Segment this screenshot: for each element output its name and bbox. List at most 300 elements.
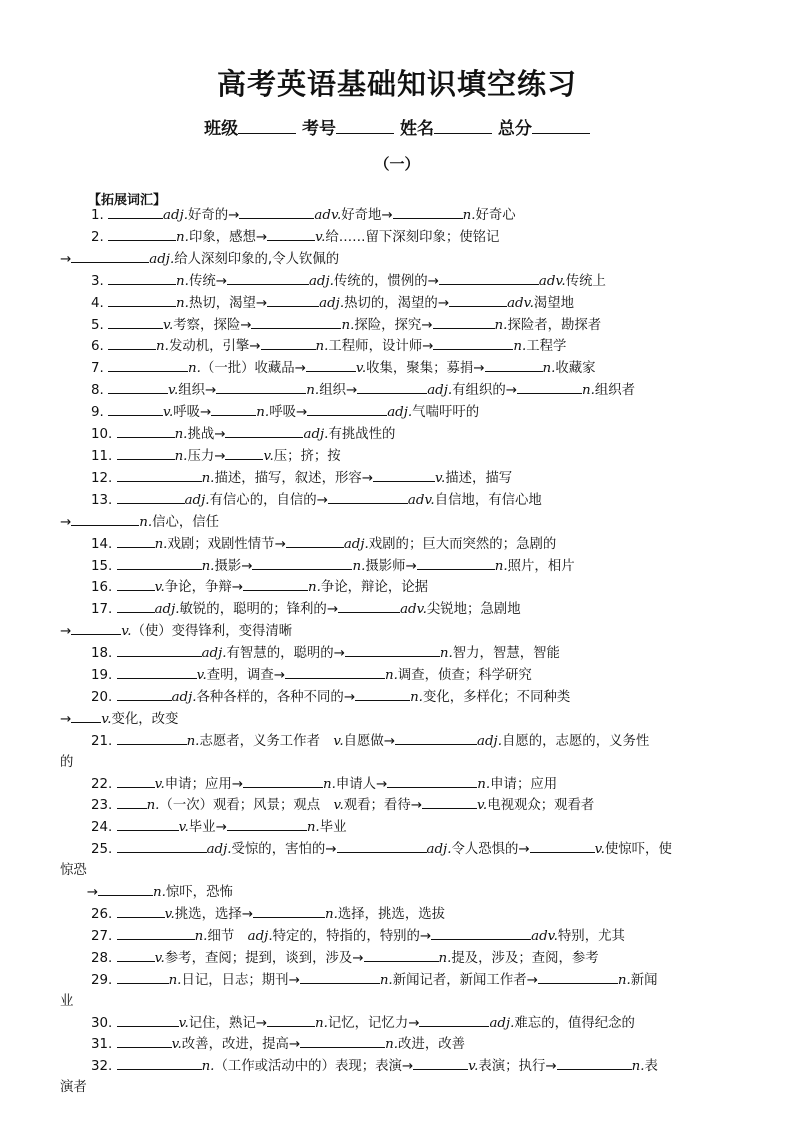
exercise-text: 挑选，选择→ xyxy=(174,907,253,922)
part-of-speech: v. xyxy=(163,405,174,421)
exercise-text: 29. xyxy=(91,972,117,988)
exercise-text: 27. xyxy=(91,928,117,944)
exercise-text: 新闻记者，新闻工作者→ xyxy=(392,972,538,988)
exercise-text: 特别，尤其 xyxy=(557,928,625,944)
exercise-text: 15. xyxy=(91,558,117,574)
answer-blank[interactable] xyxy=(216,380,306,394)
answer-blank[interactable] xyxy=(117,774,155,788)
part-of-speech: adj. xyxy=(184,492,210,508)
exercise-text: 有挑战性的 xyxy=(328,427,396,443)
answer-blank[interactable] xyxy=(117,817,179,831)
exercise-text: 给……留下深刻印象；使铭记 xyxy=(325,229,500,245)
part-of-speech: adj. xyxy=(343,536,369,552)
part-of-speech: adj. xyxy=(387,405,413,421)
exercise-item xyxy=(60,926,740,948)
part-of-speech: n. xyxy=(154,536,168,552)
exercise-item xyxy=(60,948,740,970)
exercise-text: 19. xyxy=(91,668,117,684)
answer-blank[interactable] xyxy=(117,643,202,657)
exercise-text: 记住，熟记→ xyxy=(188,1015,267,1031)
exercise-item xyxy=(60,577,740,599)
answer-blank[interactable] xyxy=(108,336,156,350)
part-of-speech: adj. xyxy=(201,646,227,662)
part-of-speech: n. xyxy=(188,361,201,377)
exercise-text: 探险者，勘探者 xyxy=(507,317,602,333)
answer-blank[interactable] xyxy=(449,293,507,307)
part-of-speech: n. xyxy=(314,1015,328,1031)
exercise-item xyxy=(60,490,740,512)
part-of-speech: v. xyxy=(154,776,165,792)
exercise-text: 17. xyxy=(91,602,117,618)
answer-blank[interactable] xyxy=(227,271,309,285)
part-of-speech: n. xyxy=(513,339,527,355)
answer-blank[interactable] xyxy=(108,358,188,372)
answer-blank[interactable] xyxy=(117,839,207,853)
exercise-text: 信心，信任 xyxy=(152,514,220,530)
part-of-speech: n. xyxy=(176,229,189,245)
exercise-continuation xyxy=(60,882,740,904)
part-of-speech: v. xyxy=(594,842,605,858)
exercise-text: 使惊吓，使 xyxy=(604,842,672,858)
part-of-speech: n. xyxy=(156,339,169,355)
answer-blank[interactable] xyxy=(422,795,477,809)
answer-blank[interactable] xyxy=(530,839,595,853)
answer-blank[interactable] xyxy=(373,468,435,482)
answer-blank[interactable] xyxy=(357,380,427,394)
exercise-continuation xyxy=(60,992,740,1013)
exercise-text: 好奇的→ xyxy=(188,208,240,223)
part-of-speech: n. xyxy=(631,1059,645,1075)
exercise-continuation xyxy=(60,621,740,643)
class-blank[interactable] xyxy=(238,118,296,134)
part-of-speech: n. xyxy=(306,820,320,836)
exercise-text: 20. xyxy=(91,689,117,705)
exercise-text: 变化，改变 xyxy=(111,711,179,727)
exercise-text: 组织→ xyxy=(178,383,217,399)
answer-blank[interactable] xyxy=(117,665,197,679)
exercise-text: 提及，涉及；查阅，参考 xyxy=(451,950,599,966)
answer-blank[interactable] xyxy=(117,904,165,918)
exercise-text: 28. xyxy=(91,950,117,966)
exercise-item xyxy=(60,534,740,556)
part-of-speech: adj. xyxy=(303,427,329,443)
exercise-text: 受惊的，害怕的→ xyxy=(231,842,337,858)
exercise-item xyxy=(60,293,740,315)
exercise-text: 戏剧；戏剧性情节→ xyxy=(167,536,286,552)
answer-blank[interactable] xyxy=(419,1013,489,1027)
answer-blank[interactable] xyxy=(117,446,175,460)
exercise-text: 惊吓，恐怖 xyxy=(165,885,233,901)
part-of-speech: adv. xyxy=(400,602,427,618)
answer-blank[interactable] xyxy=(251,315,341,329)
answer-blank[interactable] xyxy=(211,402,256,416)
answer-blank[interactable] xyxy=(117,468,202,482)
exercise-text: 记忆，记忆力→ xyxy=(327,1015,420,1031)
part-of-speech: n. xyxy=(352,558,366,574)
part-of-speech: adj. xyxy=(426,842,452,858)
exercise-text: 23. xyxy=(91,798,117,814)
exercise-text: （使）变得锋利，变得清晰 xyxy=(131,624,293,640)
exercise-text: 印象，感想→ xyxy=(188,229,268,245)
exercise-text: 24. xyxy=(91,820,117,836)
answer-blank[interactable] xyxy=(117,687,172,701)
answer-blank[interactable] xyxy=(117,970,169,984)
answer-blank[interactable] xyxy=(328,490,408,504)
exercise-item xyxy=(60,271,740,293)
answer-blank[interactable] xyxy=(243,774,323,788)
exam-no-label: 考号 xyxy=(302,119,337,139)
answer-blank[interactable] xyxy=(239,205,314,219)
section-heading: 【拓展词汇】 xyxy=(88,193,167,208)
exercise-item xyxy=(60,205,740,227)
exercise-text: 各种各样的，各种不同的→ xyxy=(196,689,356,705)
answer-blank[interactable] xyxy=(413,1056,468,1070)
exercise-text: 5. xyxy=(91,317,109,333)
page-title: 高考英语基础知识填空练习 xyxy=(216,67,577,101)
part-of-speech: v. xyxy=(178,820,189,836)
exercise-text: （一批）收藏品→ xyxy=(200,361,306,377)
exercise-continuation xyxy=(60,753,740,774)
answer-blank[interactable] xyxy=(345,643,440,657)
exercise-text: 电视观众；观看者 xyxy=(487,798,595,814)
part-of-speech: v. xyxy=(164,907,175,922)
part-of-speech: n. xyxy=(581,383,595,399)
part-of-speech: v. xyxy=(178,1015,189,1031)
exercise-text: 自愿的，志愿的，义务性 xyxy=(501,733,650,749)
answer-blank[interactable] xyxy=(108,205,163,219)
part-of-speech: n. xyxy=(146,798,160,814)
exercise-text: 传统→ xyxy=(188,273,227,289)
exercise-item xyxy=(60,358,740,380)
exercise-text: 毕业 xyxy=(319,820,347,836)
answer-blank[interactable] xyxy=(252,556,352,570)
answer-blank[interactable] xyxy=(439,271,539,285)
exercise-item xyxy=(60,904,740,926)
exercise-text: 摄影师→ xyxy=(365,558,417,574)
exercise-item xyxy=(60,839,740,861)
exercise-text: 照片，相片 xyxy=(507,558,575,574)
answer-blank[interactable] xyxy=(286,534,344,548)
section-number: （一） xyxy=(374,155,420,173)
part-of-speech: v. xyxy=(154,950,165,966)
exercise-item xyxy=(60,315,740,337)
answer-blank[interactable] xyxy=(393,205,463,219)
answer-blank[interactable] xyxy=(98,882,153,896)
exercise-text: 11. xyxy=(91,448,117,464)
answer-blank[interactable] xyxy=(433,336,513,350)
part-of-speech: n. xyxy=(617,972,631,988)
exercise-text: 申请；应用→ xyxy=(164,776,243,792)
exercise-list xyxy=(60,205,740,1099)
exercise-text: 好奇地→ xyxy=(341,208,393,223)
part-of-speech: n. xyxy=(201,470,215,486)
exercise-text: （一次）观看；风景；观点 xyxy=(159,798,334,814)
exercise-text: 工程师，设计师→ xyxy=(328,339,434,355)
part-of-speech: v. xyxy=(196,668,207,684)
exercise-text: 热切，渴望→ xyxy=(188,295,268,311)
exercise-text: → xyxy=(60,624,72,640)
answer-blank[interactable] xyxy=(337,839,427,853)
answer-blank[interactable] xyxy=(117,556,202,570)
part-of-speech: v. xyxy=(333,733,344,749)
answer-blank[interactable] xyxy=(431,926,531,940)
exercise-text: 7. xyxy=(91,361,109,377)
part-of-speech: v. xyxy=(315,229,326,245)
exercise-text: 30. xyxy=(91,1015,117,1031)
part-of-speech: v. xyxy=(333,798,344,814)
answer-blank[interactable] xyxy=(517,380,582,394)
answer-blank[interactable] xyxy=(225,446,263,460)
answer-blank[interactable] xyxy=(117,926,195,940)
exercise-item xyxy=(60,1013,740,1035)
exercise-text: 组织者 xyxy=(594,383,636,399)
exercise-item xyxy=(60,446,740,468)
exercise-text: 呼吸→ xyxy=(173,405,212,421)
answer-blank[interactable] xyxy=(267,1013,315,1027)
name-label: 姓名 xyxy=(399,119,434,139)
exercise-text: 13. xyxy=(91,492,117,508)
exercise-item xyxy=(60,817,740,839)
answer-blank[interactable] xyxy=(364,948,439,962)
exercise-text: 细节 xyxy=(207,928,248,944)
exercise-continuation xyxy=(60,861,740,882)
exercise-text: 3. xyxy=(91,273,109,289)
exercise-text: 描述，描写 xyxy=(445,470,513,486)
student-info-row xyxy=(0,114,794,139)
answer-blank[interactable] xyxy=(71,249,149,263)
exercise-text: 争论，争辩→ xyxy=(164,580,243,596)
part-of-speech: n. xyxy=(307,580,321,596)
answer-blank[interactable] xyxy=(285,665,385,679)
exercise-item xyxy=(60,643,740,665)
name-blank[interactable] xyxy=(434,118,492,134)
part-of-speech: n. xyxy=(174,448,188,464)
exercise-text: 压；挤；按 xyxy=(273,448,341,464)
exercise-text: 传统的，惯例的→ xyxy=(333,273,439,289)
part-of-speech: adv. xyxy=(531,928,558,944)
answer-blank[interactable] xyxy=(338,599,400,613)
exercise-text: 收藏家 xyxy=(555,361,596,377)
answer-blank[interactable] xyxy=(300,1034,385,1048)
part-of-speech: n. xyxy=(379,972,393,988)
answer-blank[interactable] xyxy=(117,1056,202,1070)
exercise-text: 6. xyxy=(91,339,109,355)
exercise-item xyxy=(60,1034,740,1056)
part-of-speech: v. xyxy=(154,580,165,596)
exercise-text: 收集，聚集；募捐→ xyxy=(366,361,485,377)
exercise-text: 改进，改善 xyxy=(398,1037,465,1053)
exercise-item xyxy=(60,665,740,687)
answer-blank[interactable] xyxy=(300,970,380,984)
exercise-text: 给人深刻印象的,令人钦佩的 xyxy=(174,251,340,267)
exercise-item xyxy=(60,402,740,424)
answer-blank[interactable] xyxy=(538,970,618,984)
exercise-text: 探险，探究→ xyxy=(354,317,433,333)
exercise-item xyxy=(60,468,740,490)
part-of-speech: adj. xyxy=(308,273,334,289)
answer-blank[interactable] xyxy=(485,358,543,372)
part-of-speech: n. xyxy=(322,776,336,792)
exercise-text: 难忘的，值得纪念的 xyxy=(514,1015,635,1031)
exercise-text: → xyxy=(60,711,72,727)
part-of-speech: n. xyxy=(439,646,453,662)
answer-blank[interactable] xyxy=(243,577,308,591)
part-of-speech: n. xyxy=(341,317,355,333)
exercise-text: 敏锐的，聪明的；锋利的→ xyxy=(179,602,339,618)
answer-blank[interactable] xyxy=(117,599,155,613)
exercise-text: 26. xyxy=(91,907,117,922)
exercise-text: 挑战→ xyxy=(187,427,226,443)
part-of-speech: n. xyxy=(385,1037,399,1053)
answer-blank[interactable] xyxy=(117,1013,179,1027)
exercise-text: 查明，调查→ xyxy=(206,668,285,684)
answer-blank[interactable] xyxy=(117,1034,172,1048)
exercise-item xyxy=(60,1056,740,1078)
exercise-text: 有组织的→ xyxy=(452,383,517,399)
exercise-text: 日记，日志；期刊→ xyxy=(181,972,300,988)
exercise-text: 特定的，特指的，特别的→ xyxy=(272,928,432,944)
part-of-speech: v. xyxy=(355,361,367,377)
answer-blank[interactable] xyxy=(225,424,303,438)
answer-blank[interactable] xyxy=(117,731,187,745)
part-of-speech: n. xyxy=(201,558,215,574)
exercise-text: 18. xyxy=(91,646,117,662)
exercise-continuation xyxy=(60,249,740,271)
exercise-text: 自愿做→ xyxy=(343,733,395,749)
exercise-continuation xyxy=(60,709,740,731)
answer-blank[interactable] xyxy=(117,534,155,548)
part-of-speech: adj. xyxy=(163,208,189,223)
exercise-text: 有信心的，自信的→ xyxy=(209,492,328,508)
part-of-speech: adv. xyxy=(507,295,534,311)
part-of-speech: v. xyxy=(163,317,174,333)
exercise-text: 工程学 xyxy=(526,339,567,355)
answer-blank[interactable] xyxy=(267,227,315,241)
exercise-text: 14. xyxy=(91,536,117,552)
part-of-speech: v. xyxy=(263,448,274,464)
exercise-text: 25. xyxy=(91,842,117,858)
part-of-speech: v. xyxy=(468,1059,479,1075)
exercise-text: 描述，描写，叙述，形容→ xyxy=(214,470,373,486)
answer-blank[interactable] xyxy=(306,358,356,372)
part-of-speech: n. xyxy=(542,361,556,377)
exercise-text: 气喘吁吁的 xyxy=(412,405,480,421)
answer-blank[interactable] xyxy=(108,293,176,307)
exercise-text: 8. xyxy=(91,383,109,399)
exam-no-blank[interactable] xyxy=(336,118,394,134)
exercise-text: 调查，侦查；科学研究 xyxy=(397,668,532,684)
answer-blank[interactable] xyxy=(117,795,147,809)
answer-blank[interactable] xyxy=(387,774,477,788)
part-of-speech: v. xyxy=(101,711,112,727)
exercise-text: 改善，改进，提高→ xyxy=(181,1037,301,1053)
answer-blank[interactable] xyxy=(395,731,477,745)
exercise-text: 渴望地 xyxy=(533,295,575,311)
answer-blank[interactable] xyxy=(355,687,410,701)
exercise-text: 压力→ xyxy=(187,448,226,464)
answer-blank[interactable] xyxy=(108,271,176,285)
exercise-text: 新闻 xyxy=(630,972,658,988)
part-of-speech: n. xyxy=(201,1059,215,1075)
exercise-item xyxy=(60,227,740,249)
exercise-text: 组织→ xyxy=(319,383,358,399)
answer-blank[interactable] xyxy=(117,424,175,438)
answer-blank[interactable] xyxy=(417,556,495,570)
answer-blank[interactable] xyxy=(227,817,307,831)
part-of-speech: adj. xyxy=(477,733,502,749)
exercise-item xyxy=(60,774,740,796)
exercise-text: 呼吸→ xyxy=(269,405,308,421)
exercise-text: 令人恐惧的→ xyxy=(451,842,530,858)
answer-blank[interactable] xyxy=(117,577,155,591)
answer-blank[interactable] xyxy=(557,1056,632,1070)
exercise-item xyxy=(60,795,740,817)
exercise-text: 21. xyxy=(91,733,117,749)
part-of-speech: n. xyxy=(176,295,189,311)
exercise-text: → xyxy=(60,885,99,901)
part-of-speech: adj. xyxy=(154,602,180,618)
part-of-speech: n. xyxy=(139,514,153,530)
answer-blank[interactable] xyxy=(433,315,495,329)
score-label: 总分 xyxy=(497,119,532,139)
answer-blank[interactable] xyxy=(261,336,316,350)
exercise-text: → xyxy=(60,251,72,267)
exercise-text: 选择，挑选，选拔 xyxy=(337,907,445,922)
exercise-text: 志愿者，义务工作者 xyxy=(199,733,334,749)
part-of-speech: n. xyxy=(306,383,320,399)
exercise-text: 申请；应用 xyxy=(490,776,558,792)
answer-blank[interactable] xyxy=(117,948,155,962)
part-of-speech: n. xyxy=(153,885,166,901)
part-of-speech: n. xyxy=(477,776,491,792)
part-of-speech: n. xyxy=(410,689,423,705)
exercise-text: 4. xyxy=(91,295,109,311)
exercise-text: 争论，辩论，论据 xyxy=(320,580,428,596)
part-of-speech: v. xyxy=(171,1037,182,1053)
part-of-speech: adj. xyxy=(427,383,453,399)
part-of-speech: n. xyxy=(438,950,452,966)
answer-blank[interactable] xyxy=(71,512,139,526)
answer-blank[interactable] xyxy=(108,380,168,394)
score-blank[interactable] xyxy=(532,118,590,134)
exercise-continuation xyxy=(60,1078,740,1099)
exercise-item xyxy=(60,424,740,446)
answer-blank[interactable] xyxy=(71,709,101,723)
answer-blank[interactable] xyxy=(253,904,325,918)
answer-blank[interactable] xyxy=(307,402,387,416)
exercise-item xyxy=(60,556,740,578)
part-of-speech: v. xyxy=(476,798,488,814)
part-of-speech: n. xyxy=(194,928,208,944)
answer-blank[interactable] xyxy=(108,315,163,329)
exercise-text: 热切的，渴望的→ xyxy=(344,295,450,311)
exercise-text: 智力，智慧，智能 xyxy=(452,646,560,662)
exercise-text: 有智慧的，聪明的→ xyxy=(226,646,345,662)
exercise-text: 22. xyxy=(91,776,117,792)
answer-blank[interactable] xyxy=(71,621,121,635)
exercise-text: → xyxy=(60,514,72,530)
answer-blank[interactable] xyxy=(117,490,185,504)
exercise-text: 1. xyxy=(91,208,109,223)
exercise-text: 31. xyxy=(91,1037,117,1053)
answer-blank[interactable] xyxy=(108,227,176,241)
part-of-speech: adj. xyxy=(206,842,232,858)
answer-blank[interactable] xyxy=(267,293,319,307)
exercise-text: 9. xyxy=(91,405,109,421)
answer-blank[interactable] xyxy=(108,402,163,416)
exercise-item xyxy=(60,731,740,753)
part-of-speech: adj. xyxy=(319,295,345,311)
